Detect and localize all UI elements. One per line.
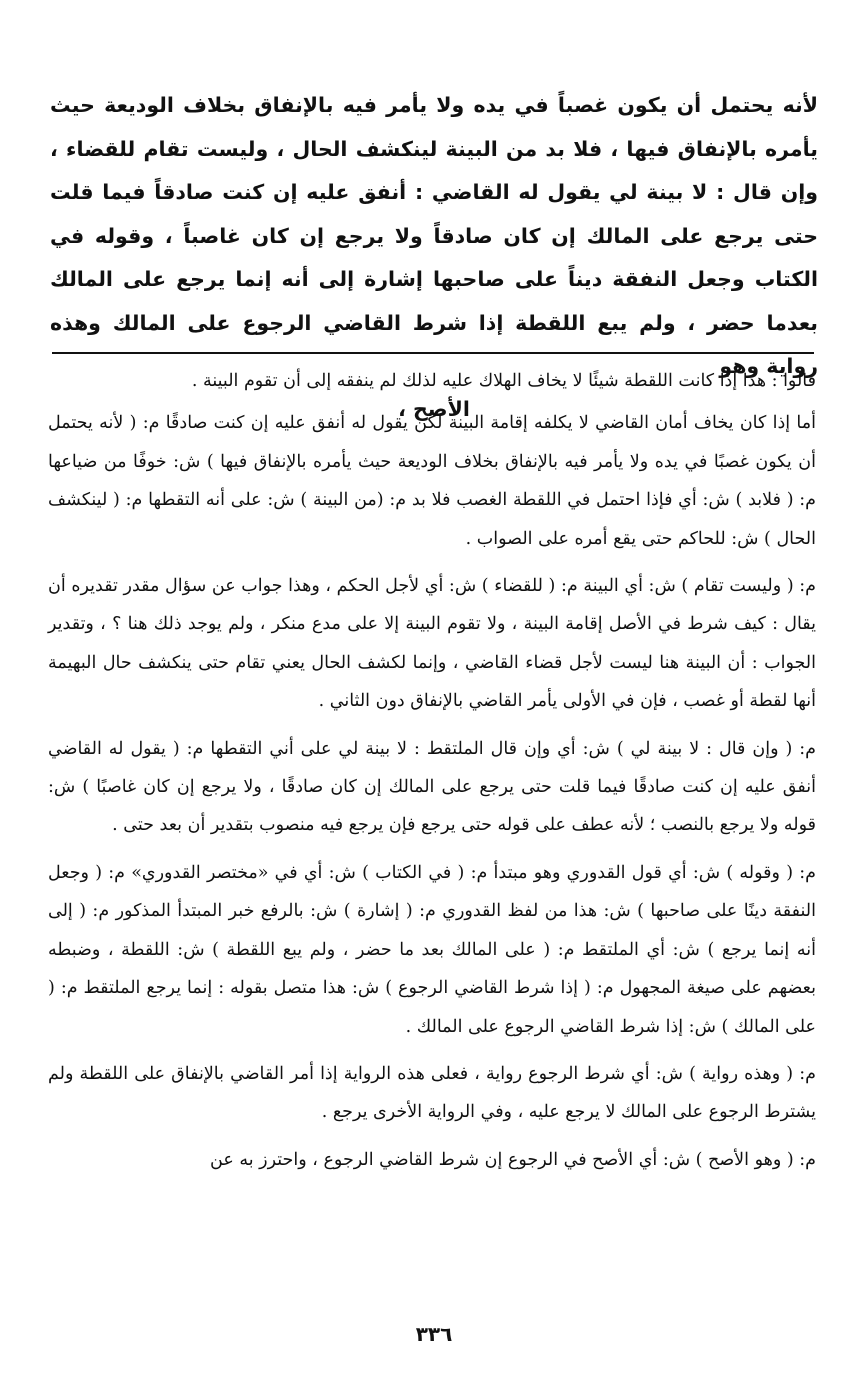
commentary-paragraph: م: ( وهو الأصح ) ش: أي الأصح في الرجوع إن شرط القاضي الرجوع ، واحترز به عن — [210, 1149, 816, 1170]
main-text-body: لأنه يحتمل أن يكون غصباً في يده ولا يأمر فيه بالإنفاق بخلاف الوديعة حيث يأمره بالإنفاق فيها ، فلا بد من البينة لينكشف الحال ، وليست تقام للقضاء ، وإن قال : لا بينة لي يقول له القاضي : أنفق عليه إن كنت صادقاً فيما قلت حتى يرجع على المالك إن كان صادقاً ولا يرجع إن كان غاصباً ، وقوله في الكتاب وجعل النفقة ديناً على صاحبها إشارة إلى أنه إنما يرجع على المالك بعدما حضر ، ولم يبع اللقطة إذا شرط القاضي الرجوع على المالك وهذه رواية وهو — [50, 93, 818, 378]
commentary-paragraph: م: ( وقوله ) ش: أي قول القدوري وهو مبتدأ م: ( في الكتاب ) ش: أي في «مختصر القدوري» م: ( وجعل النفقة دينًا على صاحبها ) ش: هذا من لفظ القدوري م: ( إشارة ) ش: بالرفع خبر المبتدأ المذكور م: ( إلى أنه إنما يرجع ) ش: أي الملتقط م: ( على المالك بعد ما حضر ، ولم يبع اللقطة ) ش: اللقطة ، وضبطه بعضهم على صيغة المجهول م: ( إذا شرط القاضي الرجوع ) ش: هذا متصل بقوله : إنما يرجع الملتقط م: ( على المالك ) ش: إذا شرط القاضي الرجوع على المالك . — [48, 862, 816, 1037]
main-text-last-line: الأصح ، — [398, 396, 470, 421]
commentary-paragraph: م: ( وهذه رواية ) ش: أي شرط الرجوع رواية ، فعلى هذه الرواية إذا أمر القاضي بالإنفاق على اللقطة ولم يشترط الرجوع على المالك لا يرجع عليه ، وفي الرواية الأخرى يرجع . — [48, 1063, 816, 1123]
page-number: ٣٣٦ — [415, 1322, 453, 1346]
commentary-paragraph: أما إذا كان يخاف أمان القاضي لا يكلفه إقامة البينة لكن يقول له أنفق عليه إن كنت صادقًا م: ( لأنه يحتمل أن يكون غصبًا في يده ولا يأمر فيه بالإنفاق بخلاف الوديعة حيث يأمره بالإنفاق فيها ) ش: خوفًا من ضياعها م: ( فلابد ) ش: أي فإذا احتمل في اللقطة الغصب فلا بد م: (من البينة ) ش: على أنه التقطها م: ( لينكشف الحال ) ش: للحاكم حتى يقع أمره على الصواب . — [48, 413, 816, 549]
text-divider — [52, 352, 814, 354]
commentary-paragraph: م: ( وليست تقام ) ش: أي البينة م: ( للقضاء ) ش: أي لأجل الحكم ، وهذا جواب عن سؤال مقدر تقديره أن يقال : كيف شرط في الأصل إقامة البينة ، ولا تقوم البينة إلا على مدع منكر ، ولم يوجد ذلك هنا ؟ ، وتقدير الجواب : أن البينة هنا ليست لأجل قضاء القاضي ، وإنما لكشف الحال يعني تقام حتى ينكشف حال البهيمة أنها لقطة أو غصب ، فإن في الأولى يأمر القاضي بالإنفاق دون الثاني . — [48, 576, 816, 712]
commentary-section — [48, 362, 816, 1188]
commentary-paragraph: قالوا : هذا إذا كانت اللقطة شيئًا لا يخاف الهلاك عليه لذلك لم ينفقه إلى أن تقوم البينة . — [191, 371, 816, 391]
commentary-paragraph: م: ( وإن قال : لا بينة لي ) ش: أي وإن قال الملتقط : لا بينة لي على أني التقطها م: ( يقول له القاضي أنفق عليه إن كنت صادقًا فيما قلت حتى يرجع على المالك إن كان صادقًا ، ولا يرجع إن كان غاصبًا ) ش: قوله ولا يرجع بالنصب ؛ لأنه عطف على قوله حتى يرجع فإن يرجع فيه منصوب بتقدير أن بعد حتى . — [48, 738, 816, 836]
